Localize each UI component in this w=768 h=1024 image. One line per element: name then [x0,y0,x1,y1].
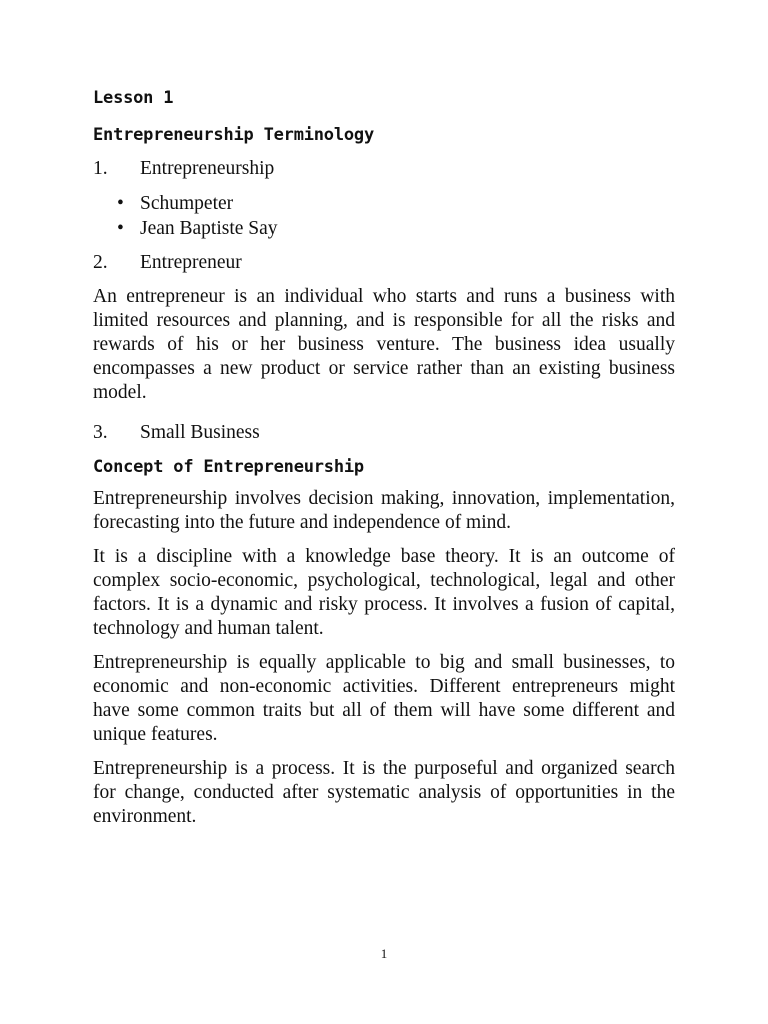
item-label: Entrepreneurship [140,158,275,179]
item-number: 3. [93,422,108,443]
entrepreneur-definition: An entrepreneur is an individual who starts and runs a business with limited resources and planning, and is responsible for all the risks and rewards of his or her business venture. The business idea usually encompasses a new product or service rather than an existing business model. [93,286,675,403]
concept-paragraph: Entrepreneurship is equally applicable to big and small businesses, to economic and non-economic activities. Different entrepreneurs might have some common traits but all of them will have some different and unique features. [93,652,675,745]
list-item [93,191,675,216]
concept-paragraph: Entrepreneurship is a process. It is the purposeful and organized search for change, conducted after systematic analysis of opportunities in the environment. [93,758,675,827]
concept-paragraph: It is a discipline with a knowledge base theory. It is an outcome of complex socio-economic, psychological, technological, legal and other factors. It is a dynamic and risky process. It involves a fusion of capital, technology and human talent. [93,546,675,639]
bullet-text: Jean Baptiste Say [140,218,278,239]
section-title: Entrepreneurship Terminology [93,125,374,145]
numbered-item-2 [93,251,675,275]
bullet-text: Schumpeter [140,193,234,214]
item-label: Entrepreneur [140,252,242,273]
numbered-item-1 [93,157,675,181]
item-number: 2. [93,252,108,273]
document-page [93,86,675,839]
bullet-icon: • [117,193,124,214]
page-number: 1 [380,946,388,961]
item-label: Small Business [140,422,260,443]
numbered-item-3 [93,421,675,445]
concept-heading: Concept of Entrepreneurship [93,457,364,477]
item-number: 1. [93,158,108,179]
lesson-title: Lesson 1 [93,88,174,108]
bullet-icon: • [117,218,124,239]
concept-paragraph: Entrepreneurship involves decision making, innovation, implementation, forecasting into the future and independence of mind. [93,488,675,533]
bullet-list [93,191,675,241]
list-item [93,216,675,241]
